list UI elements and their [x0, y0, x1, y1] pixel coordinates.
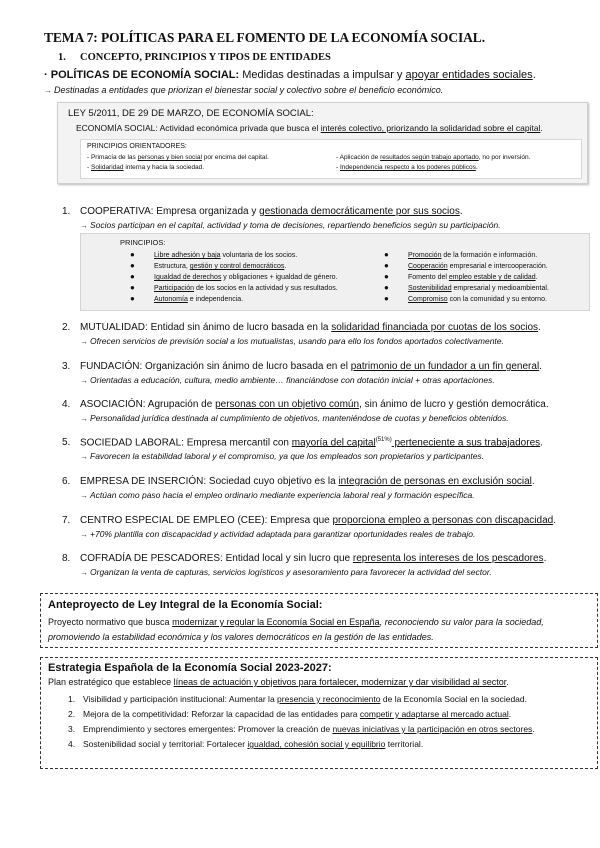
coop-principio-underlined: Igualdad de derechos: [154, 274, 222, 281]
estrategia-item: [68, 694, 527, 704]
item-sub-text: Organizan la venta de capturas, servicios logísticos y asesoramiento para favorecer la actividad del sector.: [90, 567, 492, 577]
coop-principio-item: [384, 283, 549, 292]
item-superscript: (51%): [375, 437, 392, 443]
anteproyecto-pre: Proyecto normativo que busca: [48, 617, 173, 627]
coop-principio-underlined: Participación: [154, 285, 195, 292]
coop-principio-underlined: Compromiso: [408, 296, 448, 303]
entity-item-asociacion: [62, 399, 549, 410]
item-text: Entidad sin ánimo de lucro basada en la: [147, 322, 332, 333]
item-sub-text: +70% plantilla con discapacidad y actividad adaptada para garantizar oportunidades reales de trabajo.: [90, 529, 476, 539]
estrategia-item-underlined: nuevas iniciativas y la participación en otros sectores: [332, 724, 533, 734]
coop-principio-post: .: [535, 274, 538, 281]
item-head: CENTRO ESPECIAL DE EMPLEO (CEE):: [80, 515, 268, 526]
entity-item-mutualidad: [62, 322, 541, 333]
principio-underlined: Independencia respecto a los poderes públicos: [339, 164, 476, 171]
ley-def-text: Actividad económica privada que busca el: [157, 123, 321, 133]
item-underlined: personas con un objetivo común: [215, 399, 360, 410]
item-number: 8.: [62, 553, 71, 564]
coop-principio-underlined: Promoción: [408, 252, 442, 259]
coop-principio-item: [130, 250, 297, 259]
estrategia-item-number: 2.: [68, 709, 76, 719]
bullet-icon: ●: [384, 250, 389, 259]
item-head: EMPRESA DE INSERCIÓN:: [80, 476, 207, 487]
bullet-icon: ●: [130, 294, 135, 303]
item-text: Entidad local y sin lucro que: [222, 553, 353, 564]
item-sub: [80, 220, 501, 230]
coop-principio-post: voluntaria de los socios.: [220, 252, 298, 259]
principio-pre: - Aplicación de: [336, 154, 381, 161]
arrow-icon: →: [44, 86, 52, 95]
estrategia-item-pre: Visibilidad y participación institucional: Aumentar la: [83, 694, 278, 704]
coop-principio-underlined: gestión y control democráticos: [189, 263, 285, 270]
item-end: .: [539, 361, 542, 372]
coop-principio-underlined: Autonomía: [154, 296, 188, 303]
estrategia-item-underlined: presencia y reconocimiento: [277, 694, 381, 704]
ley-def-head: ECONOMÍA SOCIAL:: [76, 123, 158, 133]
politicas-text: Medidas destinadas a impulsar y: [239, 69, 406, 81]
item-end: .: [459, 206, 463, 217]
arrow-icon: →: [80, 414, 88, 423]
ley-def-link: interés colectivo, priorizando la solidaridad sobre el capital: [320, 123, 541, 133]
ley-def-end: .: [540, 123, 543, 133]
ley-definition: [76, 123, 543, 133]
coop-principio-post: empresarial e intercooperación.: [447, 263, 548, 270]
politicas-heading: POLÍTICAS DE ECONOMÍA SOCIAL:: [50, 69, 240, 81]
principio-underlined: personas y bien social: [137, 154, 202, 161]
politicas-sub: Destinadas a entidades que priorizan el bienestar social y colectivo sobre el beneficio económico.: [54, 85, 444, 95]
item-text: Empresa mercantil con: [183, 437, 292, 449]
item-number: 3.: [62, 361, 71, 372]
coop-principios-title: PRINCIPIOS:: [120, 238, 166, 247]
item-underlined: mayoría del capital: [291, 437, 376, 449]
entity-item-sociedad-laboral: [62, 437, 543, 448]
principio-item: [87, 164, 204, 171]
item-sub-text: Ofrecen servicios de previsión social a los mutualistas, usando para ello los fondos aportados colectivamente.: [90, 336, 504, 346]
item-sub: [80, 529, 475, 539]
item-end: .: [538, 322, 541, 333]
bullet-icon: ●: [130, 272, 135, 281]
estrategia-item-pre: Sostenibilidad social y territorial: Fortalecer: [83, 739, 248, 749]
principio-post: interna y hacia la sociedad.: [123, 164, 205, 171]
item-sub-text: Personalidad jurídica destinada al cumplimiento de objetivos, manteniéndose de cuotas y beneficios obtenidos.: [90, 413, 509, 423]
item-end: .: [543, 553, 547, 564]
coop-principio-post: .: [284, 263, 287, 270]
item-underlined: patrimonio de un fundador a un fin general: [350, 361, 540, 372]
item-sub-text: Favorecen la estabilidad laboral y el compromiso, ya que los empleados son propietarios y participantes.: [90, 451, 485, 461]
coop-principio-post: con la comunidad y su entorno.: [447, 296, 547, 303]
item-end: .: [540, 437, 543, 449]
item-sub-text: Actúan como paso hacia el empleo ordinario mediante experiencia laboral real y formación específica.: [90, 490, 475, 500]
principio-item: [87, 154, 269, 161]
bullet-icon: ●: [384, 261, 389, 270]
estrategia-title: Estrategia Española de la Economía Social 2023-2027:: [48, 662, 332, 674]
item-head: COOPERATIVA:: [80, 206, 154, 217]
coop-principio-post: e independencia.: [187, 296, 244, 303]
estrategia-item-number: 1.: [68, 694, 76, 704]
estrategia-item-post: .: [532, 724, 535, 734]
politicas-end: .: [532, 69, 536, 81]
item-underlined: proporciona empleo a personas con discapacidad: [332, 515, 554, 526]
coop-principio-item: [384, 250, 537, 259]
item-head: FUNDACIÓN:: [80, 361, 143, 372]
arrow-icon: →: [80, 376, 88, 385]
arrow-icon: →: [80, 568, 88, 577]
principio-post: por encima del capital.: [201, 154, 269, 161]
coop-principio-underlined: Sostenibilidad: [408, 285, 452, 292]
estrategia-end: .: [506, 677, 509, 687]
entity-item-fundacion: [62, 361, 542, 372]
politicas-link: apoyar entidades sociales: [405, 69, 533, 81]
coop-principio-post: de la formación e información.: [441, 252, 538, 259]
item-sub: [80, 451, 484, 461]
politicas-subline: [44, 85, 443, 95]
item-sub: [80, 413, 509, 423]
estrategia-item-number: 4.: [68, 739, 76, 749]
entity-item-cofradia: [62, 553, 546, 564]
section-number: 1.: [58, 52, 66, 63]
coop-principio-item: [384, 272, 538, 281]
item-number: 5.: [62, 437, 71, 449]
principio-post: , no por inversión.: [478, 154, 531, 161]
principio-post: .: [475, 164, 478, 171]
principio-pre: - Primacía de las: [87, 154, 138, 161]
coop-principio-item: [130, 272, 338, 281]
estrategia-item-post: de la Economía Social en la sociedad.: [380, 694, 527, 704]
coop-principio-underlined: Cooperación: [408, 263, 448, 270]
item-sub: [80, 336, 504, 346]
arrow-icon: →: [80, 221, 88, 230]
item-end: , sin ánimo de lucro y gestión democrática.: [359, 399, 549, 410]
section-heading: [58, 52, 331, 63]
estrategia-text: [48, 677, 509, 687]
coop-principio-post: de los socios en la actividad y sus resultados.: [194, 285, 338, 292]
coop-principio-item: [130, 261, 286, 270]
bullet-icon: ●: [384, 294, 389, 303]
item-underlined-2: perteneciente a sus trabajadores: [391, 437, 541, 449]
item-head: ASOCIACIÓN:: [80, 399, 146, 410]
item-number: 4.: [62, 399, 71, 410]
estrategia-pre: Plan estratégico que establece: [48, 677, 174, 687]
coop-principio-item: [130, 294, 243, 303]
arrow-icon: →: [80, 337, 88, 346]
item-text: Empresa que: [267, 515, 333, 526]
bullet-icon: ●: [130, 261, 135, 270]
principio-pre: -: [336, 164, 340, 171]
entity-item-cee: [62, 515, 556, 526]
coop-principio-post: empresarial y medioambiental.: [451, 285, 549, 292]
anteproyecto-title: Anteproyecto de Ley Integral de la Economía Social:: [48, 599, 323, 611]
coop-principio-post: y obligaciones + igualdad de género.: [221, 274, 338, 281]
item-underlined: integración de personas en exclusión social: [338, 476, 532, 487]
estrategia-item-pre: Emprendimiento y sectores emergentes: Promover la creación de: [83, 724, 333, 734]
arrow-icon: →: [80, 530, 88, 539]
item-number: 2.: [62, 322, 71, 333]
principio-underlined: resultados según trabajo aportado: [380, 154, 479, 161]
item-number: 1.: [62, 206, 71, 217]
principios-title: PRINCIPIOS ORIENTADORES:: [87, 143, 187, 150]
item-head: COFRADÍA DE PESCADORES:: [80, 553, 223, 564]
coop-principio-item: [384, 294, 547, 303]
item-number: 7.: [62, 515, 71, 526]
item-sub-text: Orientadas a educación, cultura, medio ambiente… financiándose con dotación inicial + otras aportaciones.: [90, 375, 495, 385]
item-sub: [80, 567, 492, 577]
item-underlined: solidaridad financiada por cuotas de los socios: [331, 322, 539, 333]
arrow-icon: →: [80, 491, 88, 500]
estrategia-item-pre: Mejora de la competitividad: Reforzar la capacidad de las entidades para: [83, 709, 360, 719]
section-label: CONCEPTO, PRINCIPIOS Y TIPOS DE ENTIDADES: [80, 52, 331, 63]
item-number: 6.: [62, 476, 71, 487]
entity-item-empresa-insercion: [62, 476, 535, 487]
item-text: Sociedad cuyo objetivo es la: [206, 476, 339, 487]
item-end: .: [531, 476, 535, 487]
coop-principio-underlined: Libre adhesión y baja: [154, 252, 221, 259]
estrategia-item-underlined: competir y adaptarse al mercado actual: [359, 709, 509, 719]
ley-title: LEY 5/2011, DE 29 DE MARZO, DE ECONOMÍA SOCIAL:: [68, 108, 314, 119]
item-text: Agrupación de: [145, 399, 216, 410]
bullet-icon: ●: [130, 283, 135, 292]
anteproyecto-post: , reconociendo su valor para la sociedad, promoviendo la estabilidad económica y los valores democráticos en la gestión de las entidades.: [48, 617, 544, 642]
principio-underlined: Solidaridad: [90, 164, 124, 171]
estrategia-item: [68, 709, 511, 719]
arrow-icon: →: [80, 452, 88, 461]
item-text: Empresa organizada y: [153, 206, 260, 217]
principio-item: [336, 164, 478, 171]
item-sub-text: Socios participan en el capital, actividad y toma de decisiones, repartiendo beneficios según su participación.: [90, 220, 501, 230]
coop-principio-item: [384, 261, 548, 270]
anteproyecto-text: [48, 615, 588, 645]
item-underlined: gestionada democráticamente por sus socios: [259, 206, 460, 217]
principio-item: [336, 154, 530, 161]
item-underlined: representa los intereses de los pescadores: [352, 553, 544, 564]
coop-principio-pre: Fomento del: [408, 274, 449, 281]
page-title: TEMA 7: POLÍTICAS PARA EL FOMENTO DE LA ECONOMÍA SOCIAL.: [44, 30, 485, 45]
estrategia-item-underlined: igualdad, cohesión social y equilibrio: [247, 739, 386, 749]
estrategia-item: [68, 724, 535, 734]
estrategia-item: [68, 739, 423, 749]
estrategia-item-post: .: [508, 709, 512, 719]
item-sub: [80, 490, 475, 500]
entity-item-cooperativa: [62, 206, 463, 217]
item-head: MUTUALIDAD:: [80, 322, 148, 333]
principio-pre: -: [87, 164, 91, 171]
bullet-icon: ●: [384, 272, 389, 281]
bullet-icon: ●: [130, 250, 135, 259]
item-text: Organización sin ánimo de lucro basada en el: [142, 361, 351, 372]
estrategia-item-number: 3.: [68, 724, 76, 734]
coop-principio-item: [130, 283, 338, 292]
estrategia-item-post: territorial.: [385, 739, 424, 749]
coop-principio-pre: Estructura,: [154, 263, 190, 270]
item-sub: [80, 375, 495, 385]
politicas-bullet: ·: [44, 69, 48, 81]
politicas-line: [44, 69, 536, 81]
item-head: SOCIEDAD LABORAL:: [80, 437, 184, 449]
anteproyecto-underlined: modernizar y regular la Economía Social en España: [172, 617, 380, 627]
coop-principio-underlined: empleo estable y de calidad: [448, 274, 536, 281]
item-end: .: [553, 515, 556, 526]
estrategia-underlined: líneas de actuación y objetivos para fortalecer, modernizar y dar visibilidad al sector: [173, 677, 507, 687]
bullet-icon: ●: [384, 283, 389, 292]
